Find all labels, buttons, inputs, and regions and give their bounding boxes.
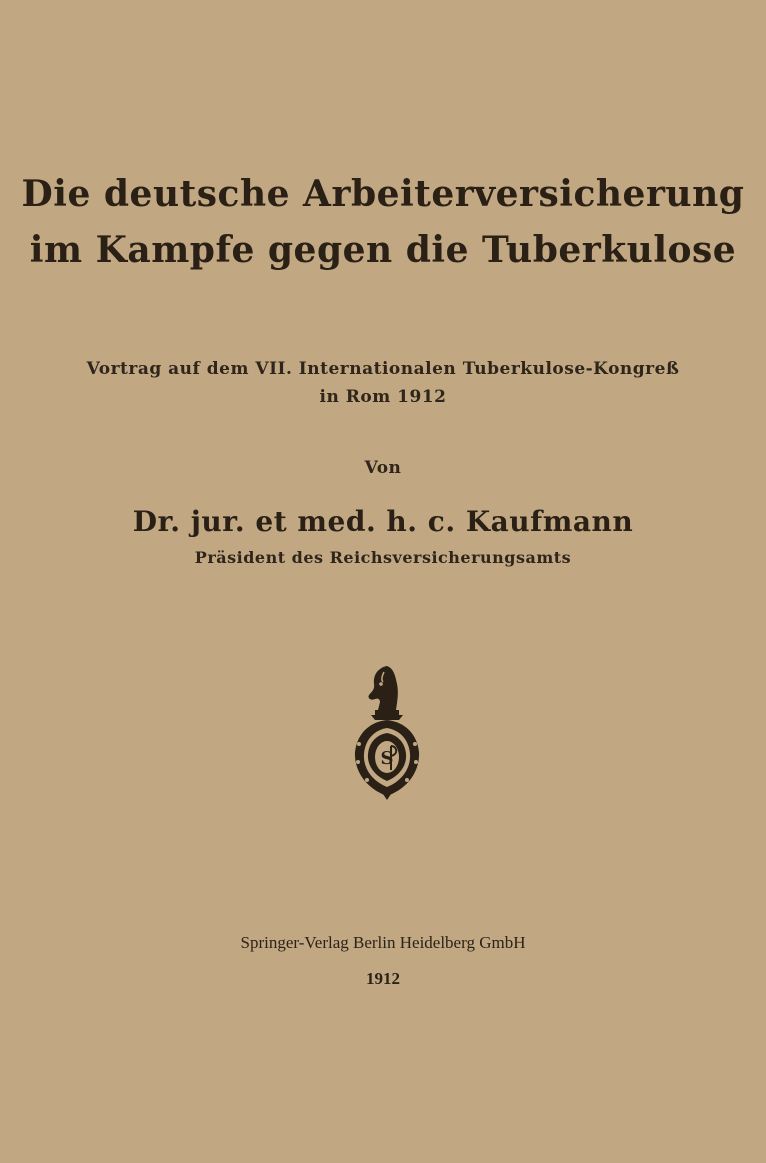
publisher: Springer-Verlag Berlin Heidelberg GmbH: [240, 933, 526, 952]
subtitle-line-2: in Rom 1912: [319, 387, 447, 407]
author-role: Präsident des Reichsversicherungsamts: [194, 548, 572, 567]
title-line-2: im Kampfe gegen die Tuberkulose: [29, 229, 737, 271]
title-line-1: Die deutsche Arbeiterversicherung: [21, 173, 745, 215]
springer-knight-emblem-icon: [347, 662, 427, 800]
author-name: Dr. jur. et med. h. c. Kaufmann: [132, 505, 634, 538]
von-label: Von: [364, 458, 402, 478]
publication-year: 1912: [366, 969, 400, 988]
subtitle-line-1: Vortrag auf dem VII. Internationalen Tuberkulose-Kongreß: [86, 359, 680, 379]
svg-text:S: S: [380, 748, 394, 769]
